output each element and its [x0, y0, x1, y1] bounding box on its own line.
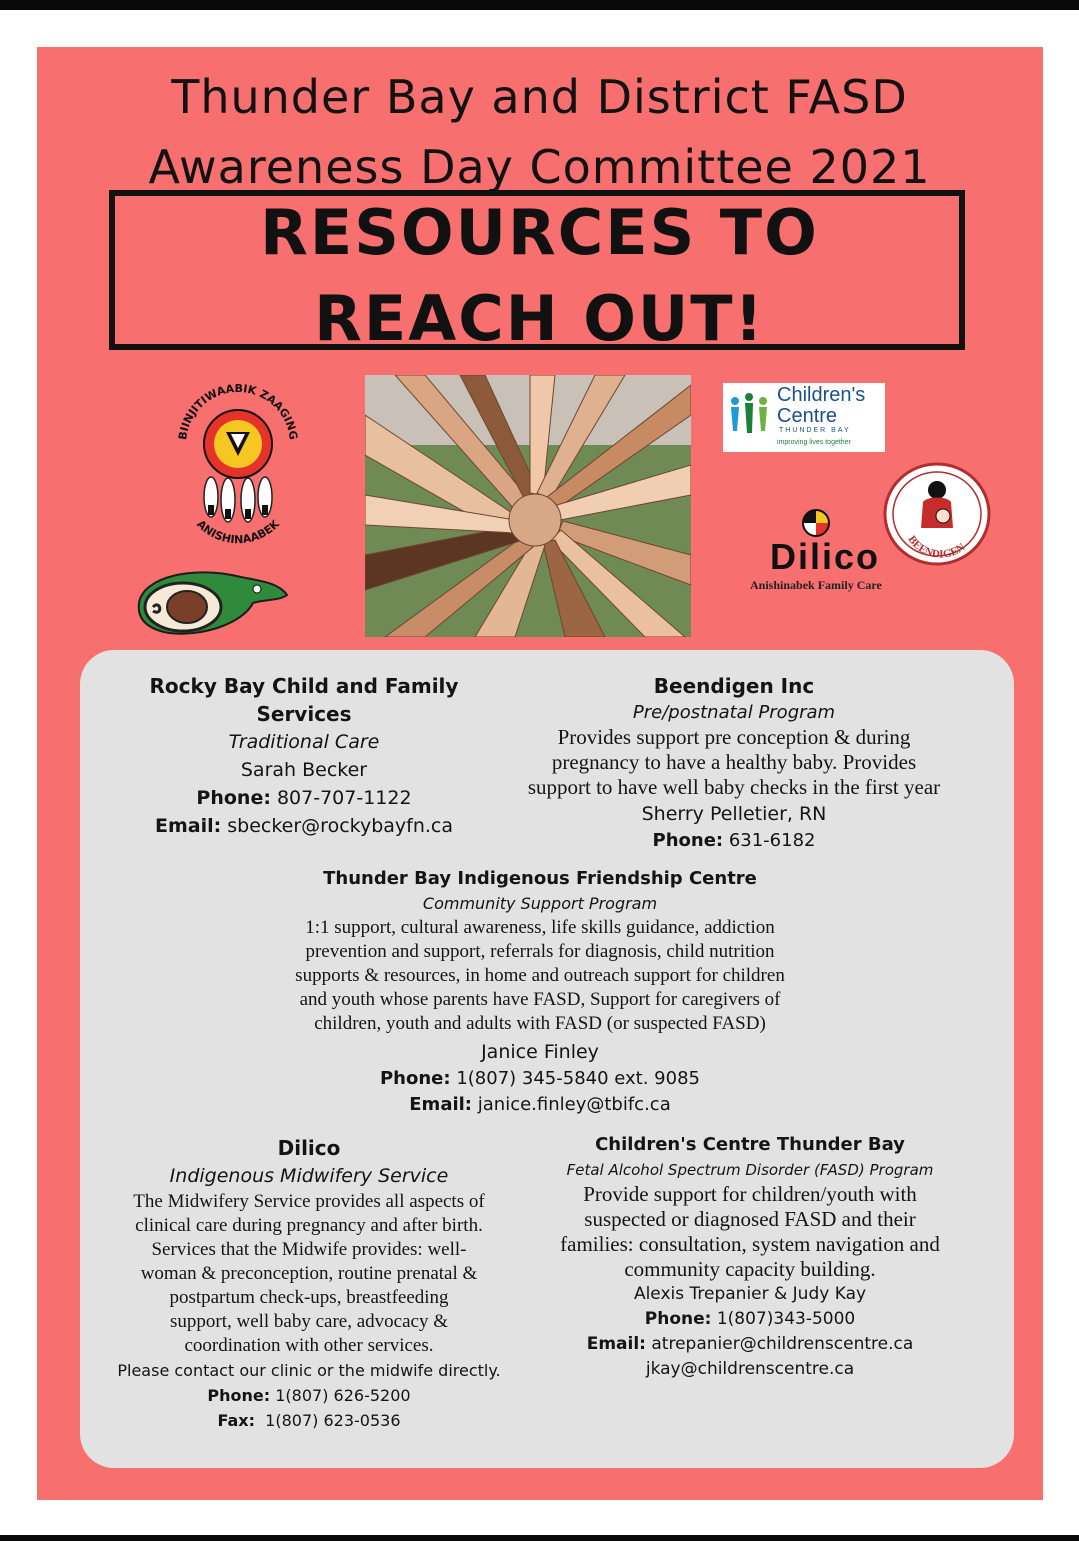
childrens-centre-tagline: improving lives together: [777, 439, 851, 446]
dilico-desc-2: clinical care during pregnancy and after birth.: [135, 1215, 483, 1236]
childrens-centre-figures-icon: [727, 391, 771, 437]
tbifc-desc-4: and youth whose parents have FASD, Support for caregivers of: [299, 989, 781, 1010]
title-line-1: Thunder Bay and District FASD: [171, 70, 908, 124]
dilico-name: Dilico: [277, 1136, 341, 1160]
beendigen-logo-text: BEENDIGEN: [905, 533, 968, 561]
rocky-bay-phone-row: [124, 784, 484, 812]
dilico-note: Please contact our clinic or the midwife directly.: [117, 1361, 501, 1380]
dilico-phone-row: [94, 1383, 524, 1408]
childrens-centre-email-2: jkay@childrenscentre.ca: [645, 1359, 855, 1379]
title-line-2: Awareness Day Committee 2021: [148, 140, 931, 194]
beendigen-desc-1: Provides support pre conception & during: [557, 725, 911, 749]
beendigen-phone-row: [494, 828, 974, 854]
tbifc-phone-row: [210, 1066, 870, 1092]
rocky-bay-name-2: Services: [256, 702, 352, 726]
dilico-phone: 1(807) 626-5200: [275, 1386, 411, 1405]
phone-label: Phone:: [644, 1309, 712, 1329]
tbifc-desc-5: children, youth and adults with FASD (or suspected FASD): [314, 1013, 766, 1034]
dilico-logo-tagline: Anishinabek Family Care: [750, 578, 882, 592]
biinjitiwaabik-logo: [176, 382, 300, 552]
dilico-desc-4: woman & preconception, routine prenatal &: [140, 1263, 478, 1284]
beendigen-name: Beendigen Inc: [653, 674, 815, 698]
rocky-bay-name-1: Rocky Bay Child and Family: [149, 674, 459, 698]
email-label: Email:: [586, 1334, 646, 1354]
dilico-fax-row: [94, 1408, 524, 1433]
childrens-centre-desc-4: community capacity building.: [624, 1257, 876, 1281]
childrens-centre-email-1: atrepanier@childrenscentre.ca: [651, 1334, 914, 1354]
tbifc-desc-1: 1:1 support, cultural awareness, life skills guidance, addiction: [305, 917, 775, 938]
dilico-section: [94, 1134, 524, 1433]
childrens-centre-desc-1: Provide support for children/youth with: [583, 1182, 917, 1206]
fax-label: Fax:: [217, 1411, 255, 1430]
banner-line-1: RESOURCES TO: [260, 196, 819, 269]
beendigen-phone: 631-6182: [728, 830, 816, 851]
childrens-centre-sub: THUNDER BAY: [779, 427, 851, 434]
banner-line-2: REACH OUT!: [314, 282, 765, 355]
tbifc-section: [210, 866, 870, 1118]
beendigen-contact: Sherry Pelletier, RN: [641, 803, 827, 825]
email-label: Email:: [154, 815, 222, 837]
tbifc-email-row: [210, 1092, 870, 1118]
dilico-fax: 1(807) 623-0536: [265, 1411, 401, 1430]
bottom-border: [0, 1535, 1079, 1541]
childrens-centre-logo: [723, 383, 885, 452]
dilico-desc-6: support, well baby care, advocacy &: [169, 1311, 449, 1332]
childrens-centre-phone: 1(807)343-5000: [716, 1309, 856, 1329]
dilico-desc-7: coordination with other services.: [184, 1335, 434, 1356]
beendigen-desc-3: support to have well baby checks in the first year: [527, 775, 941, 799]
tbifc-desc-3: supports & resources, in home and outreach support for children: [295, 965, 785, 986]
tbifc-email: janice.finley@tbifc.ca: [477, 1094, 671, 1115]
rocky-bay-email: sbecker@rockybayfn.ca: [227, 815, 454, 837]
tbifc-contact: Janice Finley: [481, 1041, 599, 1063]
top-border: [0, 0, 1079, 10]
childrens-centre-section: [530, 1132, 970, 1382]
childrens-centre-name: Children's Centre Thunder Bay: [595, 1134, 905, 1155]
phone-label: Phone:: [207, 1386, 271, 1405]
phone-label: Phone:: [379, 1068, 451, 1089]
rocky-bay-email-row: [124, 812, 484, 840]
childrens-centre-name-1: Children's: [777, 384, 866, 406]
childrens-centre-name-2: Centre: [777, 405, 838, 427]
phone-label: Phone:: [652, 830, 724, 851]
tbifc-program: Community Support Program: [422, 894, 658, 913]
childrens-centre-desc-2: suspected or diagnosed FASD and their: [584, 1207, 916, 1231]
rocky-bay-phone: 807-707-1122: [276, 787, 412, 809]
phone-label: Phone:: [196, 787, 271, 809]
childrens-centre-email-row: [530, 1332, 970, 1357]
rocky-bay-section: [124, 672, 484, 840]
tbifc-desc-2: prevention and support, referrals for diagnosis, child nutrition: [305, 941, 775, 962]
tbifc-name: Thunder Bay Indigenous Friendship Centre: [323, 868, 757, 889]
dilico-desc-3: Services that the Midwife provides: well-: [151, 1239, 467, 1260]
biinjitiwaabik-top-text: BIINJITIWAABIK ZAAGING: [176, 382, 300, 441]
rocky-bay-program: Traditional Care: [228, 731, 380, 753]
dilico-desc-1: The Midwifery Service provides all aspects of: [133, 1191, 485, 1212]
beendigen-logo: [883, 462, 991, 566]
hands-photo-illustration: [365, 375, 691, 637]
dilico-program: Indigenous Midwifery Service: [169, 1165, 449, 1187]
beendigen-desc-2: pregnancy to have a healthy baby. Provides: [551, 750, 917, 774]
rocky-bay-logo: [133, 563, 293, 639]
beendigen-section: [494, 672, 974, 854]
dilico-logo-name: Dilico: [770, 536, 881, 577]
biinjitiwaabik-bottom-text: ANISHINAABEK: [194, 517, 282, 547]
childrens-centre-phone-row: [530, 1307, 970, 1332]
childrens-centre-contact: Alexis Trepanier & Judy Kay: [633, 1284, 867, 1304]
childrens-centre-desc-3: families: consultation, system navigation and: [560, 1232, 940, 1256]
dilico-medicine-wheel-icon: [801, 508, 831, 538]
email-label: Email:: [409, 1094, 473, 1115]
tbifc-phone: 1(807) 345-5840 ext. 9085: [456, 1068, 700, 1089]
dilico-desc-5: postpartum check-ups, breastfeeding: [169, 1287, 449, 1308]
rocky-bay-contact: Sarah Becker: [240, 759, 368, 781]
childrens-centre-program: Fetal Alcohol Spectrum Disorder (FASD) Program: [566, 1161, 934, 1179]
beendigen-program: Pre/postnatal Program: [632, 702, 836, 723]
hands-together-photo: [365, 375, 691, 637]
